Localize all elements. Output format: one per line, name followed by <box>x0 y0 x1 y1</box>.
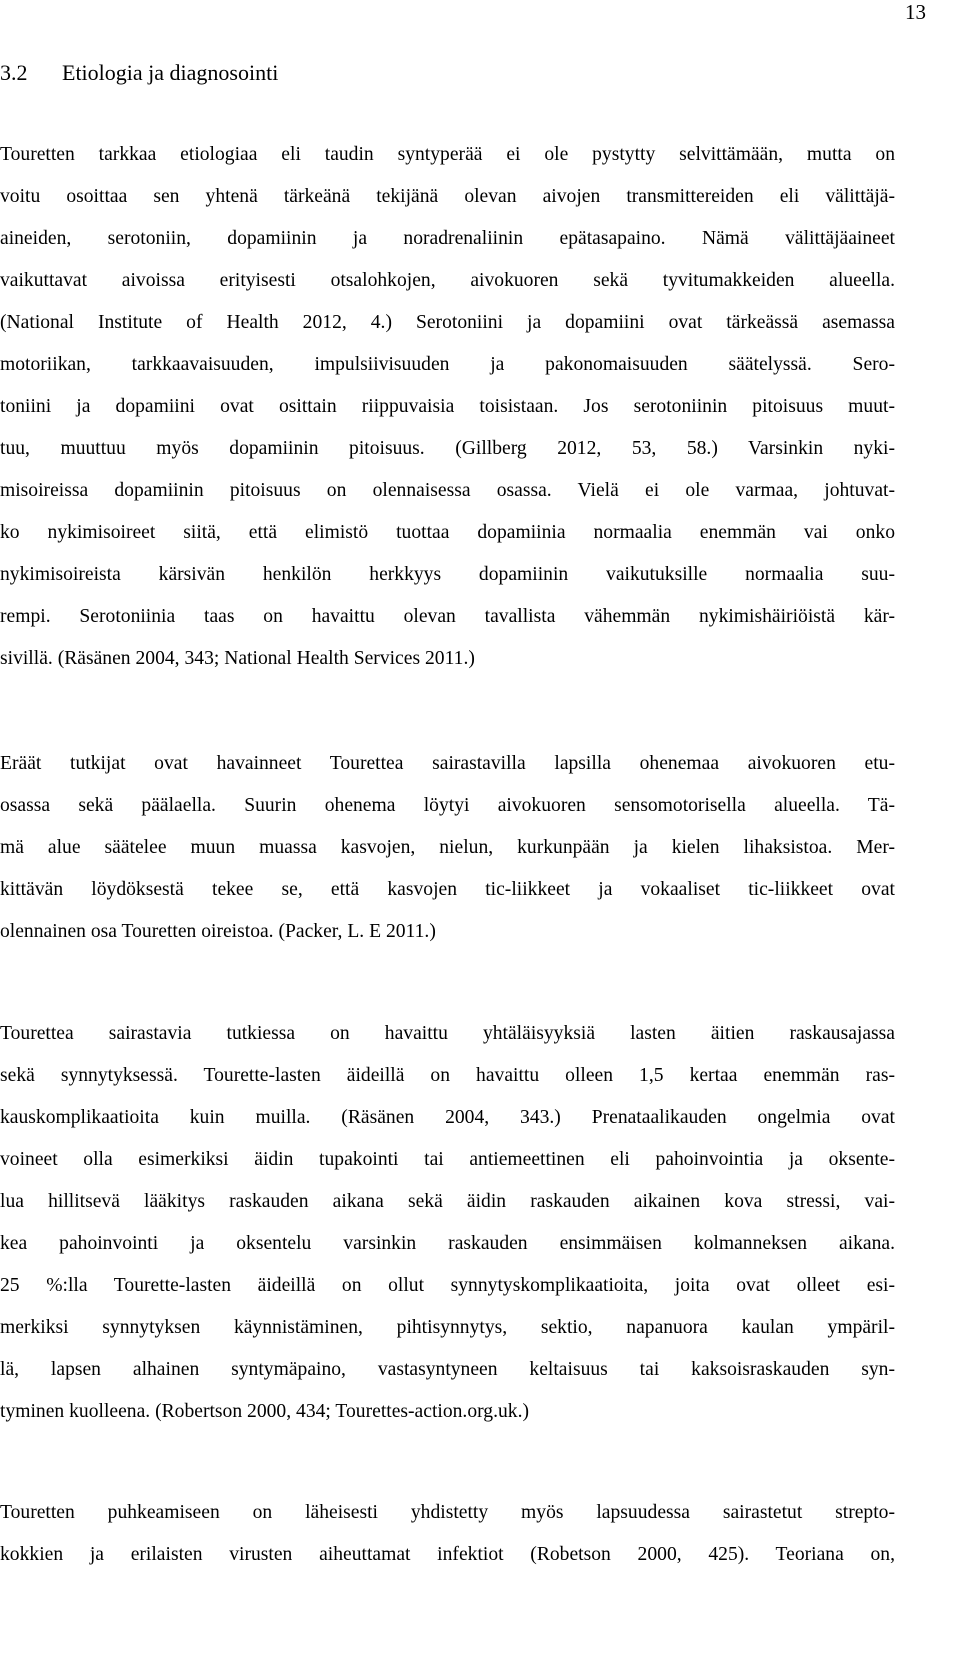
paragraph-etiology <box>0 134 895 680</box>
page-number: 13 <box>905 0 926 24</box>
text-line: nykimisoireista kärsivän henkilön herkkyys dopamiinin vaikutuksille normaalia suu- <box>0 564 895 585</box>
text-line: vaikuttavat aivoissa erityisesti otsalohkojen, aivokuoren sekä tyvitumakkeiden alueella. <box>0 270 895 291</box>
text-line: Touretten tarkkaa etiologiaa eli taudin syntyperää ei ole pystytty selvittämään, mutta on <box>0 144 895 165</box>
text-line: sekä synnytyksessä. Tourette-lasten äideillä on havaittu olleen 1,5 kertaa enemmän ras- <box>0 1065 895 1086</box>
text-line: voineet olla esimerkiksi äidin tupakointi tai antiemeettinen eli pahoinvointia ja oksente- <box>0 1149 895 1170</box>
paragraph-cortex-findings <box>0 743 895 953</box>
text-line: kokkien ja erilaisten virusten aiheuttamat infektiot (Robetson 2000, 425). Teoriana on, <box>0 1544 895 1565</box>
text-line: 25 %:lla Tourette-lasten äideillä on ollut synnytyskomplikaatioita, joita ovat olleet esi- <box>0 1275 895 1296</box>
text-line: Touretten puhkeamiseen on läheisesti yhdistetty myös lapsuudessa sairastetut strepto- <box>0 1502 895 1523</box>
text-line: Tourettea sairastavia tutkiessa on havaittu yhtäläisyyksiä lasten äitien raskausajassa <box>0 1023 895 1044</box>
text-line: mä alue säätelee muun muassa kasvojen, nielun, kurkunpään ja kielen lihaksistoa. Mer- <box>0 837 895 858</box>
text-line: rempi. Serotoniinia taas on havaittu olevan tavallista vähemmän nykimishäiriöistä kär- <box>0 606 895 627</box>
text-line: kauskomplikaatioita kuin muilla. (Räsänen 2004, 343.) Prenataalikauden ongelmia ovat <box>0 1107 895 1128</box>
text-line: kea pahoinvointi ja oksentelu varsinkin raskauden ensimmäisen kolmanneksen aikana. <box>0 1233 895 1254</box>
text-line: tyminen kuolleena. (Robertson 2000, 434; Tourettes-action.org.uk.) <box>0 1401 530 1422</box>
paragraph-pregnancy <box>0 1013 895 1433</box>
text-line: tuu, muuttuu myös dopamiinin pitoisuus. (Gillberg 2012, 53, 58.) Varsinkin nyki- <box>0 438 895 459</box>
text-line: sivillä. (Räsänen 2004, 343; National Health Services 2011.) <box>0 648 475 669</box>
text-line: toniini ja dopamiini ovat osittain riippuvaisia toisistaan. Jos serotoniinin pitoisuus muut- <box>0 396 895 417</box>
section-title: Etiologia ja diagnosointi <box>62 60 279 85</box>
section-number: 3.2 <box>0 60 28 85</box>
text-line: ko nykimisoireet siitä, että elimistö tuottaa dopamiinia normaalia enemmän vai onko <box>0 522 895 543</box>
paragraph-infections <box>0 1492 895 1576</box>
text-line: (National Institute of Health 2012, 4.) Serotoniini ja dopamiini ovat tärkeässä asemassa <box>0 312 895 333</box>
section-heading <box>0 58 278 88</box>
text-line: kittävän löydöksestä tekee se, että kasvojen tic-liikkeet ja vokaaliset tic-liikkeet ovat <box>0 879 895 900</box>
text-line: lä, lapsen alhainen syntymäpaino, vastasyntyneen keltaisuus tai kaksoisraskauden syn- <box>0 1359 895 1380</box>
text-line: lua hillitsevä lääkitys raskauden aikana sekä äidin raskauden aikainen kova stressi, vai- <box>0 1191 895 1212</box>
text-line: voitu osoittaa sen yhtenä tärkeänä tekijänä olevan aivojen transmittereiden eli välittäjä- <box>0 186 895 207</box>
text-line: misoireissa dopamiinin pitoisuus on olennaisessa osassa. Vielä ei ole varmaa, johtuvat- <box>0 480 895 501</box>
text-line: osassa sekä päälaella. Suurin ohenema löytyi aivokuoren sensomotorisella alueella. Tä- <box>0 795 895 816</box>
text-line: aineiden, serotoniin, dopamiinin ja noradrenaliinin epätasapaino. Nämä välittäjäaineet <box>0 228 895 249</box>
text-line: merkiksi synnytyksen käynnistäminen, pihtisynnytys, sektio, napanuora kaulan ympäril- <box>0 1317 895 1338</box>
text-line: Eräät tutkijat ovat havainneet Tourettea sairastavilla lapsilla ohenemaa aivokuoren etu- <box>0 753 895 774</box>
text-line: motoriikan, tarkkaavaisuuden, impulsiivisuuden ja pakonomaisuuden säätelyssä. Sero- <box>0 354 895 375</box>
text-line: olennainen osa Touretten oireistoa. (Packer, L. E 2011.) <box>0 921 436 942</box>
